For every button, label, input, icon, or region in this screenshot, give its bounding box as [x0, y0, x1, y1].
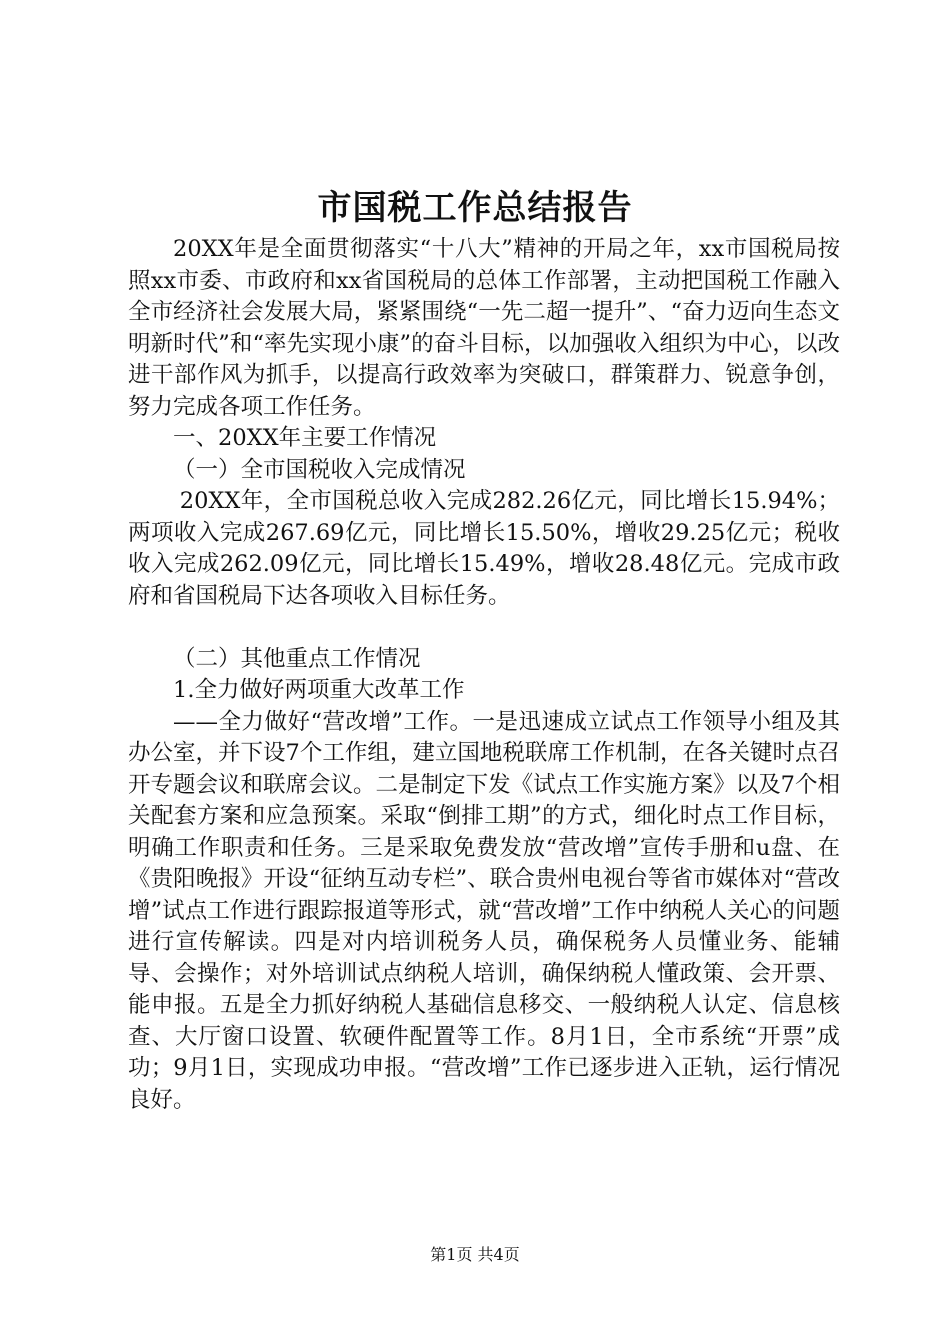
- subsection-heading-revenue: （一）全市国税收入完成情况: [173, 456, 466, 483]
- blank-line: [128, 612, 840, 644]
- subsection-heading-other-work: （二）其他重点工作情况: [173, 645, 421, 672]
- item-heading-reform: 1.全力做好两项重大改革工作: [173, 677, 465, 703]
- document-title: 市国税工作总结报告: [317, 188, 633, 228]
- section-heading-main-work: 一、20XX年主要工作情况: [173, 425, 437, 451]
- document-body: [128, 234, 840, 1116]
- paragraph-intro: 20XX年是全面贯彻落实“十八大”精神的开局之年，xx市国税局按照xx市委、市政府和xx省国税局的总体工作部署，主动把国税工作融入全市经济社会发展大局，紧紧围绕“一先二超一提升”、“奋力迈向生态文明新时代”和“率先实现小康”的奋斗目标，以加强收入组织为中心，以改进干部作风为抓手，以提高行政效率为突破口，群策群力、锐意争创，努力完成各项工作任务。: [128, 236, 840, 420]
- paragraph-reform: ——全力做好“营改增”工作。一是迅速成立试点工作领导小组及其办公室，并下设7个工作组，建立国地税联席工作机制，在各关键时点召开专题会议和联席会议。二是制定下发《试点工作实施方案》以及7个相关配套方案和应急预案。采取“倒排工期”的方式，细化时点工作目标，明确工作职责和任务。三是采取免费发放“营改增”宣传手册和u盘、在《贵阳晚报》开设“征纳互动专栏”、联合贵州电视台等省市媒体对“营改增”试点工作进行跟踪报道等形式，就“营改增”工作中纳税人关心的问题进行宣传解读。四是对内培训税务人员，确保税务人员懂业务、能辅导、会操作；对外培训试点纳税人培训，确保纳税人懂政策、会开票、能申报。五是全力抓好纳税人基础信息移交、一般纳税人认定、信息核查、大厅窗口设置、软硬件配置等工作。8月1日，全市系统“开票”成功；9月1日，实现成功申报。“营改增”工作已逐步进入正轨，运行情况良好。: [128, 708, 840, 1113]
- page-footer: 第1页 共4页: [430, 1245, 520, 1264]
- paragraph-revenue: 20XX年，全市国税总收入完成282.26亿元，同比增长15.94%；两项收入完成267.69亿元，同比增长15.50%，增收29.25亿元；税收收入完成262.09亿元，同比增长15.49%，增收28.48亿元。完成市政府和省国税局下达各项收入目标任务。: [128, 488, 840, 609]
